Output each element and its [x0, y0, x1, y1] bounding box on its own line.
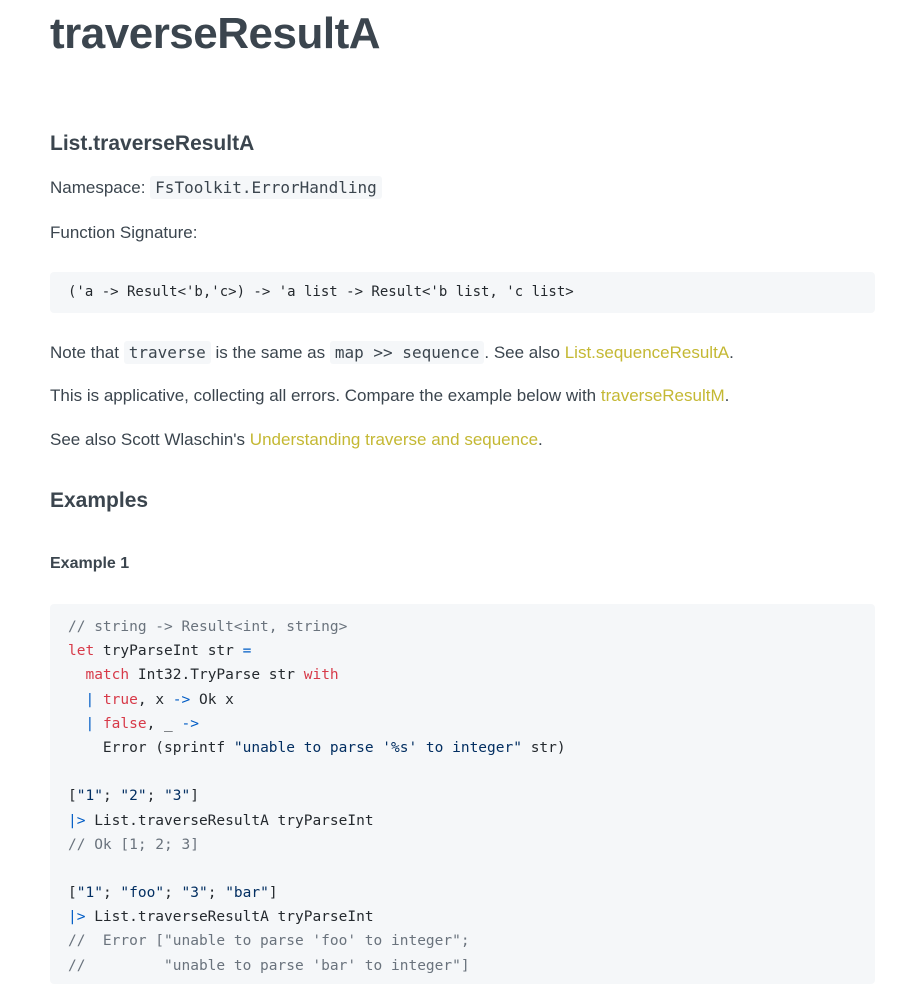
sequence-result-a-link[interactable]: List.sequenceResultA [564, 343, 730, 362]
code-token: "foo" [120, 885, 165, 902]
namespace-label: Namespace: [50, 178, 146, 197]
code-token: with [303, 667, 339, 684]
code-token [68, 692, 85, 708]
code-token: Int32.TryParse str [129, 667, 304, 684]
code-token: ; [207, 885, 226, 902]
applicative-suffix: . [724, 386, 730, 405]
code-line [68, 712, 566, 736]
see-also-text: See also Scott Wlaschin's [50, 430, 246, 449]
code-line [68, 857, 566, 881]
signature-code: ('a -> Result<'b,'c>) -> 'a list -> Result<'b list, 'c list> [68, 284, 574, 300]
code-line [68, 663, 566, 687]
signature-code-block [50, 272, 875, 313]
code-token [94, 692, 103, 708]
applicative-text: This is applicative, collecting all errors. Compare the example below with [50, 386, 597, 405]
note-see-also: . See also [484, 343, 560, 362]
code-token: ; [102, 788, 121, 805]
code-line [68, 760, 566, 784]
code-token: match [85, 667, 130, 684]
code-token: "unable to parse '%s' to integer" [233, 739, 522, 756]
note-paragraph [50, 340, 734, 366]
code-token: Ok x [190, 691, 234, 708]
note-prefix: Note that [50, 343, 119, 362]
map-sequence-code: map >> sequence [330, 341, 485, 364]
example-code-block [50, 604, 875, 984]
namespace-line [50, 175, 382, 201]
code-token: let [68, 643, 95, 660]
code-token: // string -> Result<int, string> [68, 619, 348, 635]
code-line [68, 688, 566, 712]
function-heading: List.traverseResultA [50, 132, 255, 155]
code-line [68, 809, 566, 833]
code-token [68, 716, 85, 732]
code-token: | [85, 715, 95, 732]
see-also-paragraph [50, 427, 543, 453]
note-middle: is the same as [215, 343, 326, 362]
code-line [68, 954, 566, 978]
traverse-result-m-link[interactable]: traverseResultM [600, 386, 725, 405]
code-token: |> [68, 812, 86, 829]
code-token: , x [137, 691, 173, 708]
code-token: -> [181, 715, 199, 732]
code-token: ; [146, 788, 165, 805]
code-token: str) [521, 739, 566, 756]
code-line [68, 639, 566, 663]
examples-heading: Examples [50, 489, 149, 512]
code-token: |> [68, 909, 86, 926]
traverse-code: traverse [124, 341, 211, 364]
code-token: ; [102, 885, 121, 902]
code-token: "1" [76, 885, 103, 902]
code-token: List.traverseResultA tryParseInt [85, 812, 374, 829]
code-line [68, 615, 566, 639]
code-token: // Error ["unable to parse 'foo' to integer"; [68, 933, 470, 950]
code-line [68, 833, 566, 857]
code-token: "bar" [225, 885, 269, 902]
signature-label: Function Signature: [50, 223, 198, 242]
applicative-paragraph [50, 383, 729, 409]
code-token: ; [164, 885, 182, 902]
code-token: | [85, 691, 95, 708]
code-line [68, 929, 566, 953]
code-token [68, 667, 85, 683]
code-token [94, 716, 103, 732]
code-token: [ [68, 885, 77, 902]
namespace-code: FsToolkit.ErrorHandling [150, 176, 382, 199]
code-line [68, 905, 566, 929]
code-token: ] [268, 885, 278, 902]
code-token: true [102, 691, 138, 708]
code-token: ] [190, 788, 200, 805]
code-token: -> [172, 691, 191, 708]
code-token: List.traverseResultA tryParseInt [85, 909, 374, 926]
code-token: "3" [164, 788, 191, 805]
code-token: "1" [76, 788, 103, 805]
code-token: , _ [146, 715, 182, 732]
code-token: "3" [181, 885, 208, 902]
code-line [68, 736, 566, 760]
code-line [68, 784, 566, 808]
understanding-traverse-link[interactable]: Understanding traverse and sequence [249, 430, 539, 449]
page-title: traverseResultA [50, 9, 380, 58]
code-token: // "unable to parse 'bar' to integer"] [68, 957, 470, 974]
code-line [68, 881, 566, 905]
code-token: // Ok [1; 2; 3] [68, 836, 199, 853]
code-token: "2" [120, 788, 147, 805]
note-suffix: . [729, 343, 734, 362]
code-lines [68, 615, 566, 978]
code-token: false [102, 715, 147, 732]
code-token: Error (sprintf [68, 739, 234, 756]
code-token: tryParseInt str [94, 643, 243, 660]
code-token: [ [68, 788, 77, 805]
see-also-suffix: . [538, 430, 543, 449]
example-1-heading: Example 1 [50, 555, 130, 572]
code-token: = [242, 643, 252, 660]
